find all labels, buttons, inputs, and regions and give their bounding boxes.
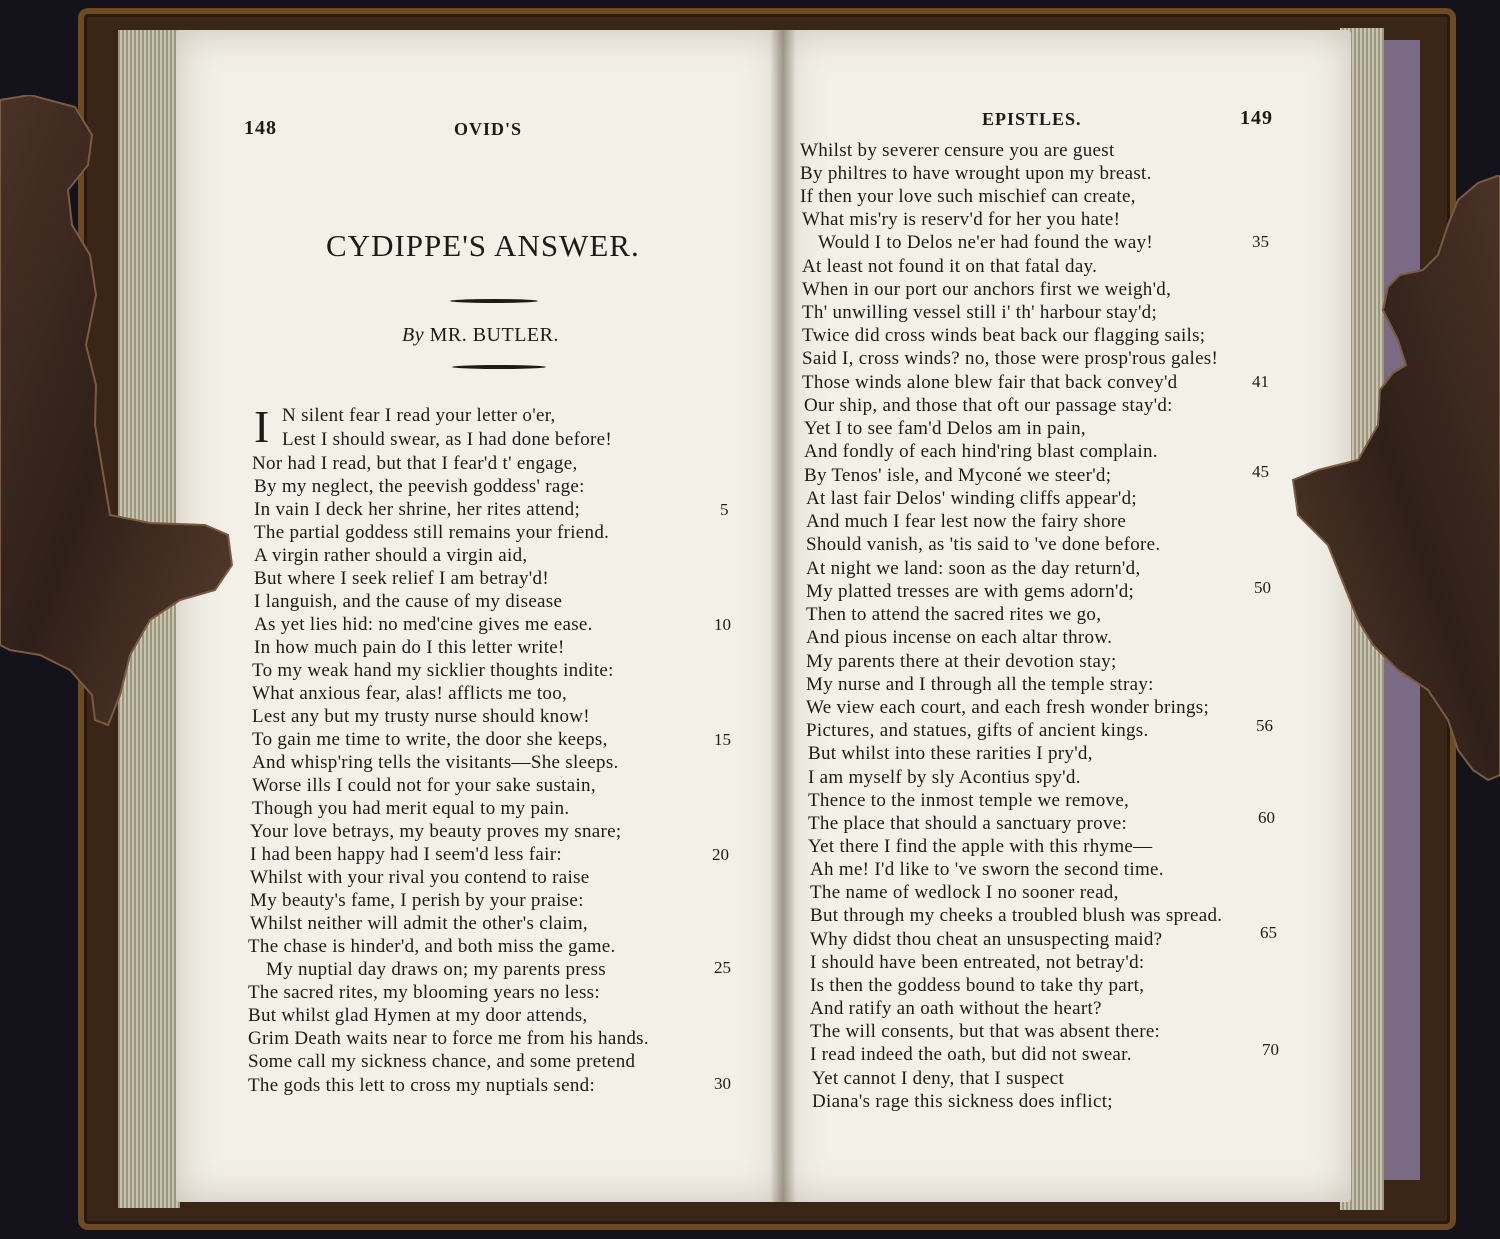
right-verse-line: At night we land: soon as the day return'd, xyxy=(806,558,1141,579)
book-gutter xyxy=(770,30,796,1202)
right-verse-line: Pictures, and statues, gifts of ancient kings. xyxy=(806,720,1149,741)
right-verse-line: Then to attend the sacred rites we go, xyxy=(806,604,1102,625)
left-verse-line: In how much pain do I this letter write! xyxy=(254,637,565,658)
left-verse-line: Lest any but my trusty nurse should know! xyxy=(252,706,590,727)
left-line-number: 30 xyxy=(714,1074,731,1093)
right-verse-line: Yet cannot I deny, that I suspect xyxy=(812,1068,1065,1089)
right-verse-line: And pious incense on each altar throw. xyxy=(806,627,1113,648)
right-verse-line: If then your love such mischief can create, xyxy=(800,186,1136,207)
right-line-number: 60 xyxy=(1258,808,1275,827)
right-page-number: 149 xyxy=(1240,107,1273,129)
left-verse-line: Lest I should swear, as I had done before! xyxy=(282,429,612,450)
left-verse-line: To my weak hand my sicklier thoughts indite: xyxy=(252,660,614,681)
left-verse-line: My beauty's fame, I perish by your praise: xyxy=(250,890,584,911)
left-verse-line: Whilst with your rival you contend to raise xyxy=(250,867,590,888)
left-verse-line: A virgin rather should a virgin aid, xyxy=(254,545,528,566)
right-verse-line: Yet there I find the apple with this rhyme— xyxy=(808,836,1153,857)
right-verse-line: We view each court, and each fresh wonder brings; xyxy=(806,697,1210,718)
right-verse-line: Would I to Delos ne'er had found the way! xyxy=(818,232,1153,253)
right-verse-line: But whilst into these rarities I pry'd, xyxy=(808,743,1093,764)
byline-by: By xyxy=(402,324,425,346)
right-verse-line: Twice did cross winds beat back our flagging sails; xyxy=(802,325,1206,346)
right-verse-line: My nurse and I through all the temple stray: xyxy=(806,674,1154,695)
right-page-clamp xyxy=(1288,175,1500,785)
right-verse-line: But through my cheeks a troubled blush was spread. xyxy=(810,905,1223,926)
left-verse-line: What anxious fear, alas! afflicts me too, xyxy=(252,683,568,704)
right-line-number: 41 xyxy=(1252,372,1269,391)
left-verse-line: Though you had merit equal to my pain. xyxy=(252,798,570,819)
right-verse-line: The name of wedlock I no sooner read, xyxy=(810,882,1119,903)
left-line-number: 20 xyxy=(712,845,729,864)
right-verse-line: By philtres to have wrought upon my breast. xyxy=(800,163,1152,184)
left-verse-line: Worse ills I could not for your sake sustain, xyxy=(252,775,596,796)
left-verse-line: As yet lies hid: no med'cine gives me ease. xyxy=(254,614,593,635)
left-verse-line: Some call my sickness chance, and some pretend xyxy=(248,1051,636,1072)
right-verse-line: Th' unwilling vessel still i' th' harbour stay'd; xyxy=(802,302,1158,323)
right-verse-line: When in our port our anchors first we weigh'd, xyxy=(802,279,1172,300)
left-verse-line: I languish, and the cause of my disease xyxy=(254,591,563,612)
right-verse-line: By Tenos' isle, and Myconé we steer'd; xyxy=(804,465,1112,486)
left-verse-line: By my neglect, the peevish goddess' rage: xyxy=(254,476,585,497)
right-verse-line: I should have been entreated, not betray'd: xyxy=(810,952,1145,973)
right-verse-line: Ah me! I'd like to 've sworn the second time. xyxy=(810,859,1164,880)
right-verse-line: What mis'ry is reserv'd for her you hate! xyxy=(802,209,1121,230)
right-verse-line: The place that should a sanctuary prove: xyxy=(808,813,1128,834)
right-verse-line: Our ship, and those that oft our passage stay'd: xyxy=(804,395,1173,416)
drop-cap: I xyxy=(254,401,270,452)
right-line-number: 45 xyxy=(1252,462,1269,481)
left-running-head: OVID'S xyxy=(454,119,523,139)
left-verse-line: The gods this lett to cross my nuptials send: xyxy=(248,1075,596,1096)
left-verse-line: My nuptial day draws on; my parents press xyxy=(266,959,606,980)
right-running-head: EPISTLES. xyxy=(982,109,1082,129)
poem-title: CYDIPPE'S ANSWER. xyxy=(326,228,640,263)
left-page-number: 148 xyxy=(244,117,277,139)
byline xyxy=(402,324,559,347)
left-verse-line: Nor had I read, but that I fear'd t' engage, xyxy=(252,453,578,474)
left-verse-line: Grim Death waits near to force me from his hands. xyxy=(248,1028,649,1049)
right-line-number: 50 xyxy=(1254,578,1271,597)
right-line-number: 56 xyxy=(1256,716,1273,735)
byline-ornament-rule xyxy=(452,365,546,369)
left-verse-line: N silent fear I read your letter o'er, xyxy=(282,405,556,426)
right-verse-line: Thence to the inmost temple we remove, xyxy=(808,790,1130,811)
right-line-number: 70 xyxy=(1262,1040,1279,1059)
left-verse-line: Your love betrays, my beauty proves my snare; xyxy=(250,821,622,842)
left-verse-line: The partial goddess still remains your friend. xyxy=(254,522,610,543)
right-line-number: 35 xyxy=(1252,232,1269,251)
right-verse-line: Is then the goddess bound to take thy part, xyxy=(810,975,1145,996)
right-verse-line: The will consents, but that was absent there: xyxy=(810,1021,1161,1042)
right-verse-line: At last fair Delos' winding cliffs appear'd; xyxy=(806,488,1138,509)
left-page-clamp xyxy=(0,95,240,735)
right-verse-line: I am myself by sly Acontius spy'd. xyxy=(808,767,1081,788)
left-verse-line: But where I seek relief I am betray'd! xyxy=(254,568,549,589)
left-verse-line: To gain me time to write, the door she keeps, xyxy=(252,729,608,750)
left-verse-line: The chase is hinder'd, and both miss the game. xyxy=(248,936,616,957)
right-verse-line: Yet I to see fam'd Delos am in pain, xyxy=(804,418,1086,439)
left-verse-line: In vain I deck her shrine, her rites attend; xyxy=(254,499,581,520)
right-verse-line: And fondly of each hind'ring blast complain. xyxy=(804,441,1158,462)
left-line-number: 25 xyxy=(714,958,731,977)
left-verse-line: And whisp'ring tells the visitants—She sleeps. xyxy=(252,752,619,773)
right-verse-line: Should vanish, as 'tis said to 've done before. xyxy=(806,534,1161,555)
right-line-number: 65 xyxy=(1260,923,1277,942)
right-verse-line: My parents there at their devotion stay; xyxy=(806,651,1117,672)
right-verse-line: My platted tresses are with gems adorn'd; xyxy=(806,581,1135,602)
byline-name: MR. BUTLER. xyxy=(429,324,559,346)
left-verse-line: The sacred rites, my blooming years no less: xyxy=(248,982,600,1003)
right-verse-line: Said I, cross winds? no, those were prosp'rous gales! xyxy=(802,348,1219,369)
title-ornament-rule xyxy=(450,299,538,303)
left-verse-line: I had been happy had I seem'd less fair: xyxy=(250,844,562,865)
right-verse-line: Diana's rage this sickness does inflict; xyxy=(812,1091,1113,1112)
left-line-number: 5 xyxy=(720,500,729,519)
right-verse-line: And much I fear lest now the fairy shore xyxy=(806,511,1127,532)
right-verse-line: Why didst thou cheat an unsuspecting maid? xyxy=(810,929,1163,950)
left-verse-line: But whilst glad Hymen at my door attends, xyxy=(248,1005,588,1026)
right-verse-line: And ratify an oath without the heart? xyxy=(810,998,1102,1019)
right-verse-line: Whilst by severer censure you are guest xyxy=(800,140,1115,161)
left-verse-line: Whilst neither will admit the other's claim, xyxy=(250,913,588,934)
left-line-number: 15 xyxy=(714,730,731,749)
right-verse-line: I read indeed the oath, but did not swear. xyxy=(810,1044,1132,1065)
right-verse-line: At least not found it on that fatal day. xyxy=(802,256,1098,277)
right-verse-line: Those winds alone blew fair that back convey'd xyxy=(802,372,1178,393)
left-line-number: 10 xyxy=(714,615,731,634)
